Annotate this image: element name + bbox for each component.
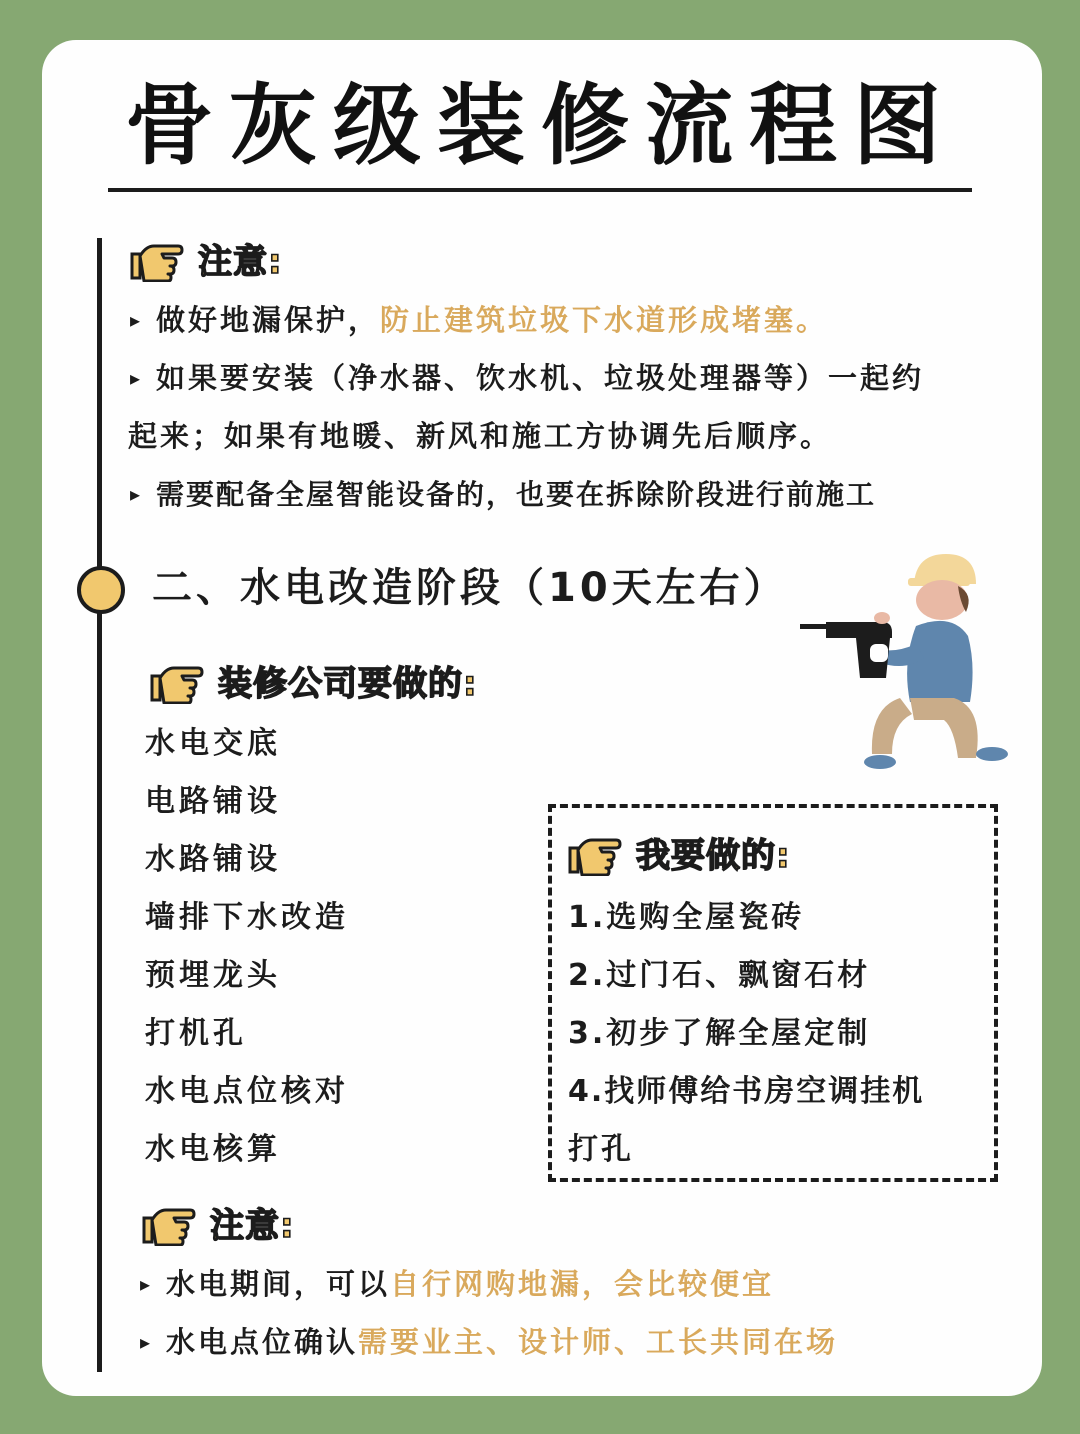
pointing-hand-icon	[566, 836, 622, 876]
mine-item: 3.初步了解全屋定制	[568, 1016, 871, 1051]
note2-heading	[140, 1204, 295, 1248]
bullet-icon: ▸	[140, 1330, 154, 1354]
timeline-dot	[77, 566, 125, 614]
mine-heading-text: 我要做的:	[636, 836, 791, 876]
company-item: 打机孔	[145, 1016, 247, 1051]
worker-with-drill-illustration	[796, 548, 1016, 778]
note2-item-1-text: 水电期间，可以	[166, 1267, 391, 1301]
note2-item-1	[140, 1264, 774, 1304]
mine-item: 4.找师傅给书房空调挂机	[568, 1074, 925, 1109]
note2-heading-text: 注意:	[210, 1206, 295, 1246]
section-title: 二、水电改造阶段（10天左右）	[152, 565, 788, 611]
pointing-hand-icon	[128, 242, 184, 282]
mine-item: 打孔	[568, 1132, 634, 1167]
company-item: 水电交底	[145, 726, 281, 761]
note1-heading	[128, 240, 283, 284]
company-item: 水电点位核对	[145, 1074, 349, 1109]
title-divider	[108, 188, 972, 192]
note2-item-2-highlight: 需要业主、设计师、工长共同在场	[358, 1325, 839, 1359]
mine-heading	[566, 834, 791, 878]
bullet-icon: ▸	[130, 366, 144, 390]
note2-item-2	[140, 1322, 838, 1362]
page-title: 骨灰级装修流程图	[124, 74, 957, 177]
bullet-icon: ▸	[140, 1272, 154, 1296]
company-item: 墙排下水改造	[145, 900, 349, 935]
note1-item-1-highlight: 防止建筑垃圾下水道形成堵塞。	[380, 303, 829, 337]
bullet-icon: ▸	[130, 308, 144, 332]
timeline-line	[97, 238, 102, 1372]
note1-item-3	[130, 474, 876, 515]
note1-item-1-text: 做好地漏保护，	[156, 303, 381, 337]
note2-item-1-highlight: 自行网购地漏，会比较便宜	[390, 1267, 775, 1301]
company-item: 水电核算	[145, 1132, 281, 1167]
bullet-icon: ▸	[130, 482, 143, 506]
mine-item: 1.选购全屋瓷砖	[568, 900, 805, 935]
note1-heading-text: 注意:	[198, 242, 283, 282]
mine-item: 2.过门石、飘窗石材	[568, 958, 871, 993]
note1-item-3-text: 需要配备全屋智能设备的，也要在拆除阶段进行前施工	[156, 478, 877, 511]
note1-item-2-continued: 起来；如果有地暖、新风和施工方协调先后顺序。	[128, 419, 833, 453]
company-item: 电路铺设	[145, 784, 281, 819]
company-item: 水路铺设	[145, 842, 281, 877]
note2-item-2-text: 水电点位确认	[166, 1325, 359, 1359]
company-heading	[148, 662, 478, 706]
company-heading-text: 装修公司要做的:	[218, 664, 478, 704]
note1-item-1	[130, 300, 828, 340]
pointing-hand-icon	[140, 1206, 196, 1246]
company-item: 预埋龙头	[145, 958, 281, 993]
pointing-hand-icon	[148, 664, 204, 704]
note1-item-2	[130, 358, 924, 398]
note1-item-2-text: 如果要安装（净水器、饮水机、垃圾处理器等）一起约	[156, 361, 925, 395]
